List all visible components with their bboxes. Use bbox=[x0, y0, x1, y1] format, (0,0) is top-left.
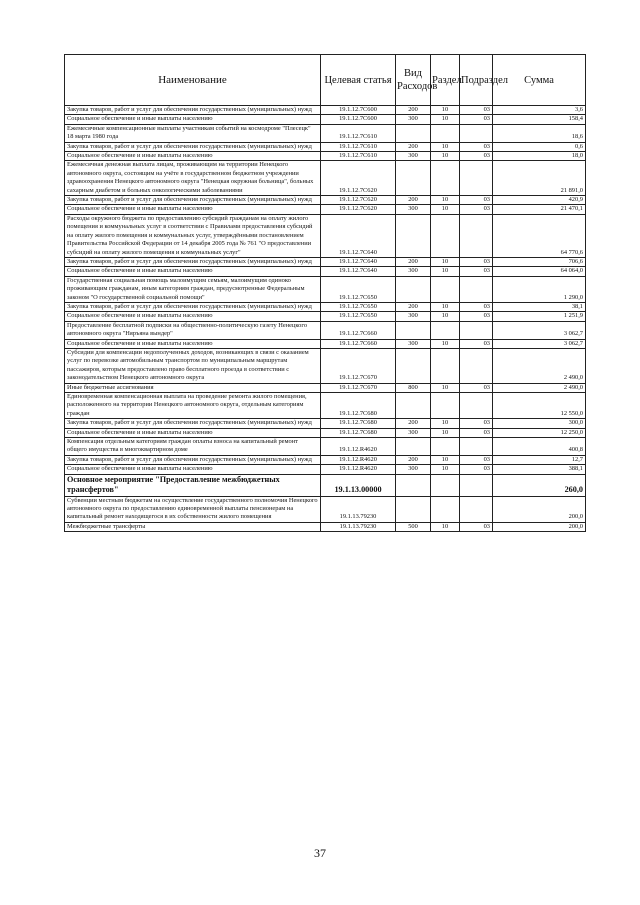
cell-expense-type: 200 bbox=[396, 302, 431, 311]
cell-expense-type: 200 bbox=[396, 106, 431, 115]
cell-subsection bbox=[460, 496, 493, 522]
cell-subsection: 03 bbox=[460, 383, 493, 392]
cell-expense-type bbox=[396, 348, 431, 383]
table-header-row bbox=[65, 55, 586, 106]
cell-section: 10 bbox=[431, 522, 460, 531]
table-row bbox=[65, 339, 586, 348]
cell-amount: 12 550,0 bbox=[493, 393, 586, 419]
table-row bbox=[65, 393, 586, 419]
cell-name: Закупка товаров, работ и услуг для обеспечения государственных (муниципальных) нужд bbox=[65, 196, 321, 205]
cell-section: 10 bbox=[431, 428, 460, 437]
cell-expense-type: 200 bbox=[396, 257, 431, 266]
cell-section: 10 bbox=[431, 106, 460, 115]
cell-expense-type: 800 bbox=[396, 383, 431, 392]
cell-section: 10 bbox=[431, 383, 460, 392]
cell-amount: 2 490,0 bbox=[493, 348, 586, 383]
cell-amount: 0,6 bbox=[493, 142, 586, 151]
cell-subsection: 03 bbox=[460, 339, 493, 348]
cell-amount: 158,4 bbox=[493, 115, 586, 124]
cell-article: 19.1.13.00000 bbox=[321, 474, 396, 496]
cell-subsection: 03 bbox=[460, 196, 493, 205]
cell-amount: 400,8 bbox=[493, 438, 586, 456]
cell-article: 19.1.12.7С640 bbox=[321, 267, 396, 276]
header-subsection: Подраздел bbox=[460, 55, 493, 106]
table-row bbox=[65, 214, 586, 257]
cell-amount: 64 064,0 bbox=[493, 267, 586, 276]
cell-amount: 18,6 bbox=[493, 124, 586, 142]
budget-table-page bbox=[64, 54, 585, 532]
cell-subsection bbox=[460, 474, 493, 496]
cell-article: 19.1.12.7С650 bbox=[321, 276, 396, 302]
cell-subsection: 03 bbox=[460, 152, 493, 161]
cell-article: 19.1.12.7С610 bbox=[321, 142, 396, 151]
cell-subsection: 03 bbox=[460, 267, 493, 276]
cell-amount: 200,0 bbox=[493, 522, 586, 531]
cell-name: Социальное обеспечение и иные выплаты населению bbox=[65, 428, 321, 437]
cell-section: 10 bbox=[431, 465, 460, 474]
cell-subsection bbox=[460, 321, 493, 339]
cell-section: 10 bbox=[431, 115, 460, 124]
cell-article: 19.1.12.7С670 bbox=[321, 383, 396, 392]
cell-expense-type: 300 bbox=[396, 465, 431, 474]
cell-expense-type bbox=[396, 276, 431, 302]
cell-expense-type: 200 bbox=[396, 455, 431, 464]
cell-expense-type: 300 bbox=[396, 339, 431, 348]
cell-section bbox=[431, 214, 460, 257]
cell-name: Социальное обеспечение и иные выплаты населению bbox=[65, 339, 321, 348]
budget-table bbox=[64, 54, 586, 532]
cell-article: 19.1.12.7С650 bbox=[321, 302, 396, 311]
cell-amount: 3 062,7 bbox=[493, 339, 586, 348]
cell-subsection: 03 bbox=[460, 142, 493, 151]
table-row bbox=[65, 142, 586, 151]
cell-name: Единовременная компенсационная выплата на проведение ремонта жилого помещения, расположенного на территории Ненецкого автономного округа, отдельным категориям граждан bbox=[65, 393, 321, 419]
cell-name: Закупка товаров, работ и услуг для обеспечения государственных (муниципальных) нужд bbox=[65, 419, 321, 428]
cell-subsection bbox=[460, 276, 493, 302]
header-section: Раздел bbox=[431, 55, 460, 106]
cell-amount: 2 490,0 bbox=[493, 383, 586, 392]
cell-name: Основное мероприятие "Предоставление межбюджетных трансфертов" bbox=[65, 474, 321, 496]
cell-name: Социальное обеспечение и иные выплаты населению bbox=[65, 205, 321, 214]
cell-name: Социальное обеспечение и иные выплаты населению bbox=[65, 312, 321, 321]
cell-expense-type: 300 bbox=[396, 152, 431, 161]
page-number: 37 bbox=[314, 846, 326, 860]
cell-subsection: 03 bbox=[460, 302, 493, 311]
cell-name: Субвенции местным бюджетам на осуществление государственного полномочия Ненецкого автономного округа по предоставлению единовременной выплаты пенсионерам на капитальный ремонт находящегося в их собственности жилого помещения bbox=[65, 496, 321, 522]
cell-expense-type bbox=[396, 321, 431, 339]
cell-section bbox=[431, 348, 460, 383]
cell-section: 10 bbox=[431, 312, 460, 321]
cell-name: Государственная социальная помощь малоимущим семьям, малоимущим одиноко проживающим гражданам, иным категориям граждан, предусмотренные Федеральным законом "О государственной социальной помощи" bbox=[65, 276, 321, 302]
cell-subsection bbox=[460, 348, 493, 383]
table-row bbox=[65, 276, 586, 302]
cell-section bbox=[431, 161, 460, 196]
cell-expense-type: 200 bbox=[396, 142, 431, 151]
cell-section bbox=[431, 496, 460, 522]
table-row bbox=[65, 302, 586, 311]
cell-section bbox=[431, 124, 460, 142]
cell-article: 19.1.12.7С680 bbox=[321, 419, 396, 428]
cell-amount: 21 470,1 bbox=[493, 205, 586, 214]
cell-expense-type bbox=[396, 214, 431, 257]
cell-name: Закупка товаров, работ и услуг для обеспечения государственных (муниципальных) нужд bbox=[65, 142, 321, 151]
cell-section: 10 bbox=[431, 455, 460, 464]
cell-subsection: 03 bbox=[460, 522, 493, 531]
cell-name: Иные бюджетные ассигнования bbox=[65, 383, 321, 392]
cell-subsection bbox=[460, 124, 493, 142]
cell-name: Социальное обеспечение и иные выплаты населению bbox=[65, 152, 321, 161]
cell-subsection: 03 bbox=[460, 106, 493, 115]
header-article: Целевая статья bbox=[321, 55, 396, 106]
header-amount: Сумма bbox=[493, 55, 586, 106]
table-row bbox=[65, 115, 586, 124]
cell-subsection: 03 bbox=[460, 205, 493, 214]
table-body bbox=[65, 106, 586, 532]
cell-section bbox=[431, 474, 460, 496]
table-row bbox=[65, 348, 586, 383]
cell-amount: 12 250,0 bbox=[493, 428, 586, 437]
cell-section bbox=[431, 321, 460, 339]
cell-expense-type: 300 bbox=[396, 312, 431, 321]
cell-article: 19.1.12.7С670 bbox=[321, 348, 396, 383]
cell-name: Социальное обеспечение и иные выплаты населению bbox=[65, 465, 321, 474]
cell-amount: 1 251,9 bbox=[493, 312, 586, 321]
cell-article: 19.1.12.7С660 bbox=[321, 321, 396, 339]
cell-amount: 300,0 bbox=[493, 419, 586, 428]
cell-name: Ежемесячная денежная выплата лицам, проживающим на территории Ненецкого автономного округа, состоящим на учёте в государственном бюджетном учреждении здравоохранения Ненецкого автономного округа "Ненецкая окружная больница", больных сахарным диабетом и больных онкологическими заболеваниями bbox=[65, 161, 321, 196]
cell-expense-type bbox=[396, 161, 431, 196]
cell-expense-type bbox=[396, 474, 431, 496]
cell-expense-type: 200 bbox=[396, 419, 431, 428]
cell-name: Расходы окружного бюджета по предоставлению субсидий гражданам на оплату жилого помещения и коммунальных услуг в соответствии с Правилами предоставления субсидий на оплату жилого помещения и коммунальных услуг, утверждёнными постановлением Правительства Российской Федерации от 14 декабря 2005 года № 761 "О предоставлении субсидий на оплату жилого помещения и коммунальных услуг" bbox=[65, 214, 321, 257]
cell-amount: 388,1 bbox=[493, 465, 586, 474]
cell-section bbox=[431, 393, 460, 419]
table-row bbox=[65, 267, 586, 276]
cell-article: 19.1.12.7С660 bbox=[321, 339, 396, 348]
cell-article: 19.1.12.7С600 bbox=[321, 115, 396, 124]
cell-subsection: 03 bbox=[460, 312, 493, 321]
cell-subsection bbox=[460, 393, 493, 419]
table-row bbox=[65, 496, 586, 522]
cell-section: 10 bbox=[431, 196, 460, 205]
cell-section: 10 bbox=[431, 152, 460, 161]
table-row bbox=[65, 428, 586, 437]
cell-article: 19.1.12.7С650 bbox=[321, 312, 396, 321]
cell-name: Предоставление бесплатной подписки на общественно-политическую газету Ненецкого автономного округа "Няръяна вындер" bbox=[65, 321, 321, 339]
cell-article: 19.1.12.R4620 bbox=[321, 438, 396, 456]
cell-amount: 1 290,0 bbox=[493, 276, 586, 302]
cell-section: 10 bbox=[431, 419, 460, 428]
cell-subsection bbox=[460, 161, 493, 196]
cell-section: 10 bbox=[431, 142, 460, 151]
cell-subsection bbox=[460, 214, 493, 257]
cell-subsection: 03 bbox=[460, 455, 493, 464]
table-row bbox=[65, 321, 586, 339]
cell-expense-type: 200 bbox=[396, 196, 431, 205]
table-row bbox=[65, 152, 586, 161]
header-name: Наименование bbox=[65, 55, 321, 106]
cell-name: Субсидии для компенсации недополученных доходов, возникающих в связи с оказанием услуг по перевозке автомобильным транспортом по муниципальным маршрутам пассажиров, которым предоставлено право бесплатного проезда в соответствии с законодательством Ненецкого автономного округа bbox=[65, 348, 321, 383]
cell-article: 19.1.13.79230 bbox=[321, 522, 396, 531]
table-row bbox=[65, 257, 586, 266]
cell-subsection: 03 bbox=[460, 465, 493, 474]
cell-amount: 64 770,6 bbox=[493, 214, 586, 257]
cell-expense-type: 500 bbox=[396, 522, 431, 531]
cell-name: Закупка товаров, работ и услуг для обеспечения государственных (муниципальных) нужд bbox=[65, 302, 321, 311]
cell-subsection: 03 bbox=[460, 419, 493, 428]
cell-name: Закупка товаров, работ и услуг для обеспечения государственных (муниципальных) нужд bbox=[65, 257, 321, 266]
cell-article: 19.1.12.7С620 bbox=[321, 161, 396, 196]
cell-expense-type bbox=[396, 438, 431, 456]
cell-section: 10 bbox=[431, 267, 460, 276]
cell-amount: 21 891,0 bbox=[493, 161, 586, 196]
table-row bbox=[65, 205, 586, 214]
table-row bbox=[65, 465, 586, 474]
table-row bbox=[65, 383, 586, 392]
cell-subsection bbox=[460, 438, 493, 456]
cell-subsection: 03 bbox=[460, 115, 493, 124]
table-row bbox=[65, 106, 586, 115]
cell-article: 19.1.12.7С640 bbox=[321, 214, 396, 257]
cell-expense-type: 300 bbox=[396, 205, 431, 214]
cell-article: 19.1.12.R4620 bbox=[321, 465, 396, 474]
table-row bbox=[65, 124, 586, 142]
cell-article: 19.1.12.7С640 bbox=[321, 257, 396, 266]
cell-amount: 706,6 bbox=[493, 257, 586, 266]
table-row bbox=[65, 438, 586, 456]
table-row bbox=[65, 474, 586, 496]
cell-article: 19.1.12.7С680 bbox=[321, 428, 396, 437]
cell-amount: 3,6 bbox=[493, 106, 586, 115]
table-row bbox=[65, 455, 586, 464]
cell-amount: 200,0 bbox=[493, 496, 586, 522]
cell-name: Межбюджетные трансферты bbox=[65, 522, 321, 531]
cell-name: Компенсация отдельным категориям граждан оплаты взноса на капитальный ремонт общего имущества в многоквартирном доме bbox=[65, 438, 321, 456]
cell-subsection: 03 bbox=[460, 428, 493, 437]
cell-expense-type: 300 bbox=[396, 267, 431, 276]
cell-expense-type: 300 bbox=[396, 428, 431, 437]
cell-amount: 420,9 bbox=[493, 196, 586, 205]
cell-name: Социальное обеспечение и иные выплаты населению bbox=[65, 267, 321, 276]
cell-amount: 38,1 bbox=[493, 302, 586, 311]
cell-section: 10 bbox=[431, 205, 460, 214]
cell-article: 19.1.12.7С620 bbox=[321, 205, 396, 214]
table-row bbox=[65, 196, 586, 205]
cell-subsection: 03 bbox=[460, 257, 493, 266]
cell-article: 19.1.12.7С610 bbox=[321, 124, 396, 142]
cell-section bbox=[431, 438, 460, 456]
cell-section: 10 bbox=[431, 257, 460, 266]
cell-section: 10 bbox=[431, 302, 460, 311]
cell-name: Закупка товаров, работ и услуг для обеспечения государственных (муниципальных) нужд bbox=[65, 106, 321, 115]
cell-name: Ежемесячные компенсационные выплаты участникам событий на космодроме "Плесецк" 18 марта 1980 года bbox=[65, 124, 321, 142]
cell-amount: 12,7 bbox=[493, 455, 586, 464]
cell-expense-type bbox=[396, 496, 431, 522]
cell-amount: 260,0 bbox=[493, 474, 586, 496]
cell-article: 19.1.13.79230 bbox=[321, 496, 396, 522]
cell-expense-type bbox=[396, 124, 431, 142]
table-row bbox=[65, 522, 586, 531]
cell-section bbox=[431, 276, 460, 302]
cell-article: 19.1.12.7С620 bbox=[321, 196, 396, 205]
cell-article: 19.1.12.7С600 bbox=[321, 106, 396, 115]
cell-article: 19.1.12.7С610 bbox=[321, 152, 396, 161]
header-expense-type: Вид Расходов bbox=[396, 55, 431, 106]
table-row bbox=[65, 161, 586, 196]
cell-article: 19.1.12.7С680 bbox=[321, 393, 396, 419]
cell-amount: 18,0 bbox=[493, 152, 586, 161]
table-row bbox=[65, 419, 586, 428]
cell-name: Социальное обеспечение и иные выплаты населению bbox=[65, 115, 321, 124]
cell-amount: 3 062,7 bbox=[493, 321, 586, 339]
cell-expense-type: 300 bbox=[396, 115, 431, 124]
cell-section: 10 bbox=[431, 339, 460, 348]
table-row bbox=[65, 312, 586, 321]
cell-article: 19.1.12.R4620 bbox=[321, 455, 396, 464]
cell-name: Закупка товаров, работ и услуг для обеспечения государственных (муниципальных) нужд bbox=[65, 455, 321, 464]
cell-expense-type bbox=[396, 393, 431, 419]
